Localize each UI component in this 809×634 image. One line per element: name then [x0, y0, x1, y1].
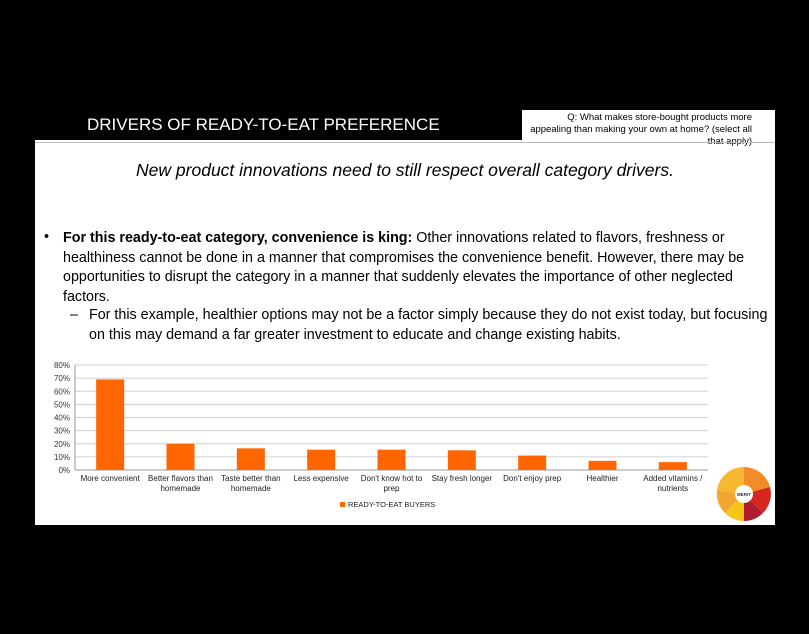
bar [167, 444, 195, 470]
x-tick-label-line: More convenient [80, 474, 140, 483]
y-tick-label: 10% [53, 452, 70, 462]
survey-question: Q: What makes store-bought products more appealing than making your own at home? (select all [530, 112, 752, 135]
x-tick-label-line: Added vitamins / [643, 474, 703, 483]
slide-subtitle: New product innovations need to still respect overall category drivers. [136, 160, 674, 180]
y-tick-label: 20% [53, 439, 70, 449]
x-tick-label-line: prep [383, 484, 400, 493]
bar [237, 448, 265, 470]
merit-logo [715, 465, 773, 523]
y-tick-label: 70% [53, 374, 70, 384]
main-bullet [44, 229, 772, 307]
logo-text: MERIT [737, 492, 751, 497]
sub-bullet-text: For this example, healthier options may not be a factor simply because they do not exist today, but focusing on this may demand a far greater investment to educate and change existing habits. [89, 307, 768, 343]
y-tick-label: 60% [53, 387, 70, 397]
legend-label: READY-TO-EAT BUYERS [348, 500, 436, 509]
x-tick-label [148, 474, 213, 493]
x-tick-label [81, 474, 141, 483]
y-tick-label: 30% [53, 426, 70, 436]
slide-title: DRIVERS OF READY-TO-EAT PREFERENCE [35, 110, 522, 140]
bullet-marker: • [44, 229, 50, 245]
bar [96, 379, 124, 470]
bar [659, 462, 687, 470]
y-tick-label: 40% [53, 413, 70, 423]
divider [35, 142, 775, 143]
bar [589, 461, 617, 470]
x-tick-label [294, 474, 350, 483]
bar [518, 456, 546, 470]
bar [307, 450, 335, 470]
x-tick-label-line: homemade [230, 484, 271, 493]
legend-swatch [340, 502, 345, 507]
x-tick-label [432, 474, 493, 483]
sub-bullet-marker: – [70, 307, 78, 323]
x-tick-label-line: Stay fresh longer [431, 474, 493, 483]
x-tick-label-line: homemade [160, 484, 201, 493]
x-tick-label-line: Taste better than [221, 474, 281, 483]
sub-bullet [70, 306, 772, 345]
x-tick-label [503, 474, 562, 483]
x-tick-label [221, 474, 281, 493]
x-tick-label [643, 474, 703, 493]
x-tick-label-line: Better flavors than [148, 474, 213, 483]
bullet-bold-lead: For this ready-to-eat category, convenience is king: [63, 230, 413, 246]
y-tick-label: 50% [53, 400, 70, 410]
y-tick-label: 0% [58, 466, 70, 475]
x-tick-label-line: Don't enjoy prep [503, 474, 562, 483]
bar [448, 450, 476, 470]
bar [378, 450, 406, 470]
x-tick-label-line: Less expensive [293, 474, 349, 483]
y-tick-label: 80% [53, 361, 70, 370]
x-tick-label [586, 474, 618, 483]
bullet-body: Other innovations related to flavors, freshness or healthiness cannot be done in a manner that compromises the convenience benefit. However, there may be opportunities to disrupt the category in a manner that suddenly elevates the importance of other neglected factors. [63, 230, 745, 305]
x-tick-label [361, 474, 423, 493]
x-tick-label-line: Healthier [586, 474, 619, 483]
bar-chart [40, 358, 715, 518]
x-tick-label-line: nutrients [657, 484, 689, 493]
x-tick-label-line: Don't know hot to [360, 474, 423, 483]
